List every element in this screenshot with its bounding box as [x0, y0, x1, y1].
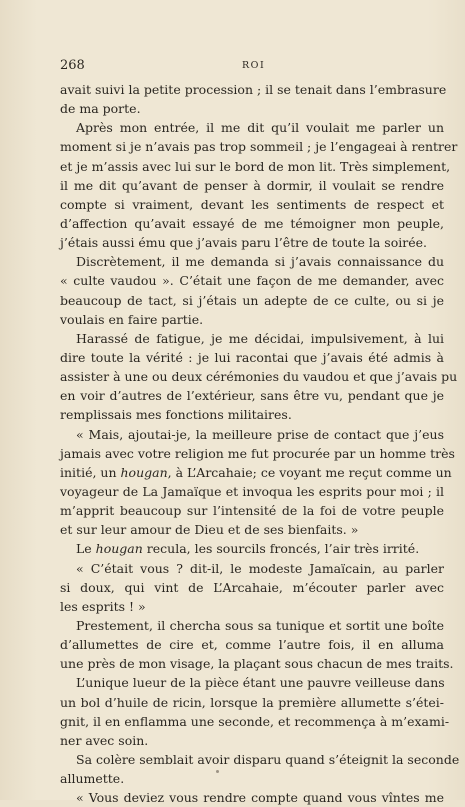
text-line: Après mon entrée, il me dit qu’il voulait me parler un [76, 120, 444, 136]
text-line: une près de mon visage, la plaçant sous chacun de mes traits. [60, 656, 454, 672]
text-line [60, 463, 452, 482]
text-line: « Vous deviez vous rendre compte quand vous vîntes me [76, 790, 444, 806]
text-line: jamais avec votre religion me fut procurée par un homme très [60, 445, 455, 461]
text-line: « C’était vous ? dit-il, le modeste Jamaïcain, au parler [76, 560, 444, 576]
text-line: et je m’assis avec lui sur le bord de mon lit. Très simplement, [60, 158, 451, 174]
page-number: 268 [60, 58, 85, 73]
text-line: les esprits ! » [60, 598, 146, 614]
text-fragment: recula, les sourcils froncés, l’air très irrité. [142, 541, 420, 557]
text-line: un bol d’huile de ricin, lorsque la première allumette s’étei- [60, 694, 444, 710]
italic-term: hougan [95, 541, 143, 557]
text-fragment: initié, un [60, 464, 121, 480]
page-header [60, 58, 445, 74]
text-line: avait suivi la petite procession ; il se tenait dans l’embrasure [60, 82, 447, 97]
text-line: dire toute la vérité : je lui racontai que j’avais été admis à [60, 349, 444, 365]
text-fragment: , à L’Arcahaie; ce voyant me reçut comme un [167, 464, 452, 480]
text-line: allumette. [60, 771, 125, 787]
text-line [60, 539, 444, 558]
text-line: il me dit qu’avant de penser à dormir, il voulait se rendre [60, 177, 444, 193]
text-line: d’allumettes de cire et, comme l’autre fois, il en alluma [60, 637, 444, 653]
text-fragment: Le [76, 541, 96, 557]
text-line: et sur leur amour de Dieu et de ses bienfaits. » [60, 522, 359, 538]
text-line: Prestement, il chercha sous sa tunique et sortit une boîte [76, 617, 444, 633]
text-line: si doux, qui vint de L’Arcahaie, m’écouter parler avec [60, 579, 444, 595]
text-line: j’étais aussi ému que j’avais paru l’être de toute la soirée. [60, 235, 427, 251]
text-line: voyageur de La Jamaïque et invoqua les esprits pour moi ; il [60, 483, 444, 499]
text-line: en voir d’autres de l’extérieur, sans être vu, pendant que je [60, 388, 444, 404]
text-line: d’affection qu’avait essayé de me témoigner mon peuple, [60, 215, 444, 231]
text-line: Harassé de fatigue, je me décidai, impulsivement, à lui [76, 330, 444, 346]
text-line: voulais en faire partie. [60, 311, 204, 327]
text-line: m’apprit beaucoup sur l’intensité de la foi de votre peuple [60, 503, 444, 519]
text-line: gnit, il en enflamma une seconde, et recommença à m’exami- [60, 713, 450, 729]
italic-term: hougan [120, 464, 168, 480]
body-text [60, 80, 460, 807]
text-line: moment si je n’avais pas trop sommeil ; je l’engageai à rentrer [60, 139, 458, 155]
text-line: remplissais mes fonctions militaires. [60, 407, 292, 423]
text-line: ner avec soin. [60, 732, 149, 748]
running-head: ROI [242, 60, 266, 71]
text-line: Discrètement, il me demanda si j’avais connaissance du [76, 254, 444, 270]
text-line: beaucoup de tact, si j’étais un adepte de ce culte, ou si je [60, 292, 444, 308]
text-line: L’unique lueur de la pièce étant une pauvre veilleuse dans [76, 675, 445, 691]
text-line: Sa colère semblait avoir disparu quand s’éteignit la seconde [76, 751, 460, 767]
text-line: compte si vraiment, devant les sentiments de respect et [60, 196, 444, 212]
text-line: « Mais, ajoutai-je, la meilleure prise de contact que j’eus [76, 426, 444, 442]
text-line: « culte vaudou ». C’était une façon de me demander, avec [60, 273, 444, 289]
text-line: de ma porte. [60, 101, 141, 117]
text-line: assister à une ou deux cérémonies du vaudou et que j’avais pu [60, 369, 458, 385]
page-blemish [216, 770, 219, 773]
